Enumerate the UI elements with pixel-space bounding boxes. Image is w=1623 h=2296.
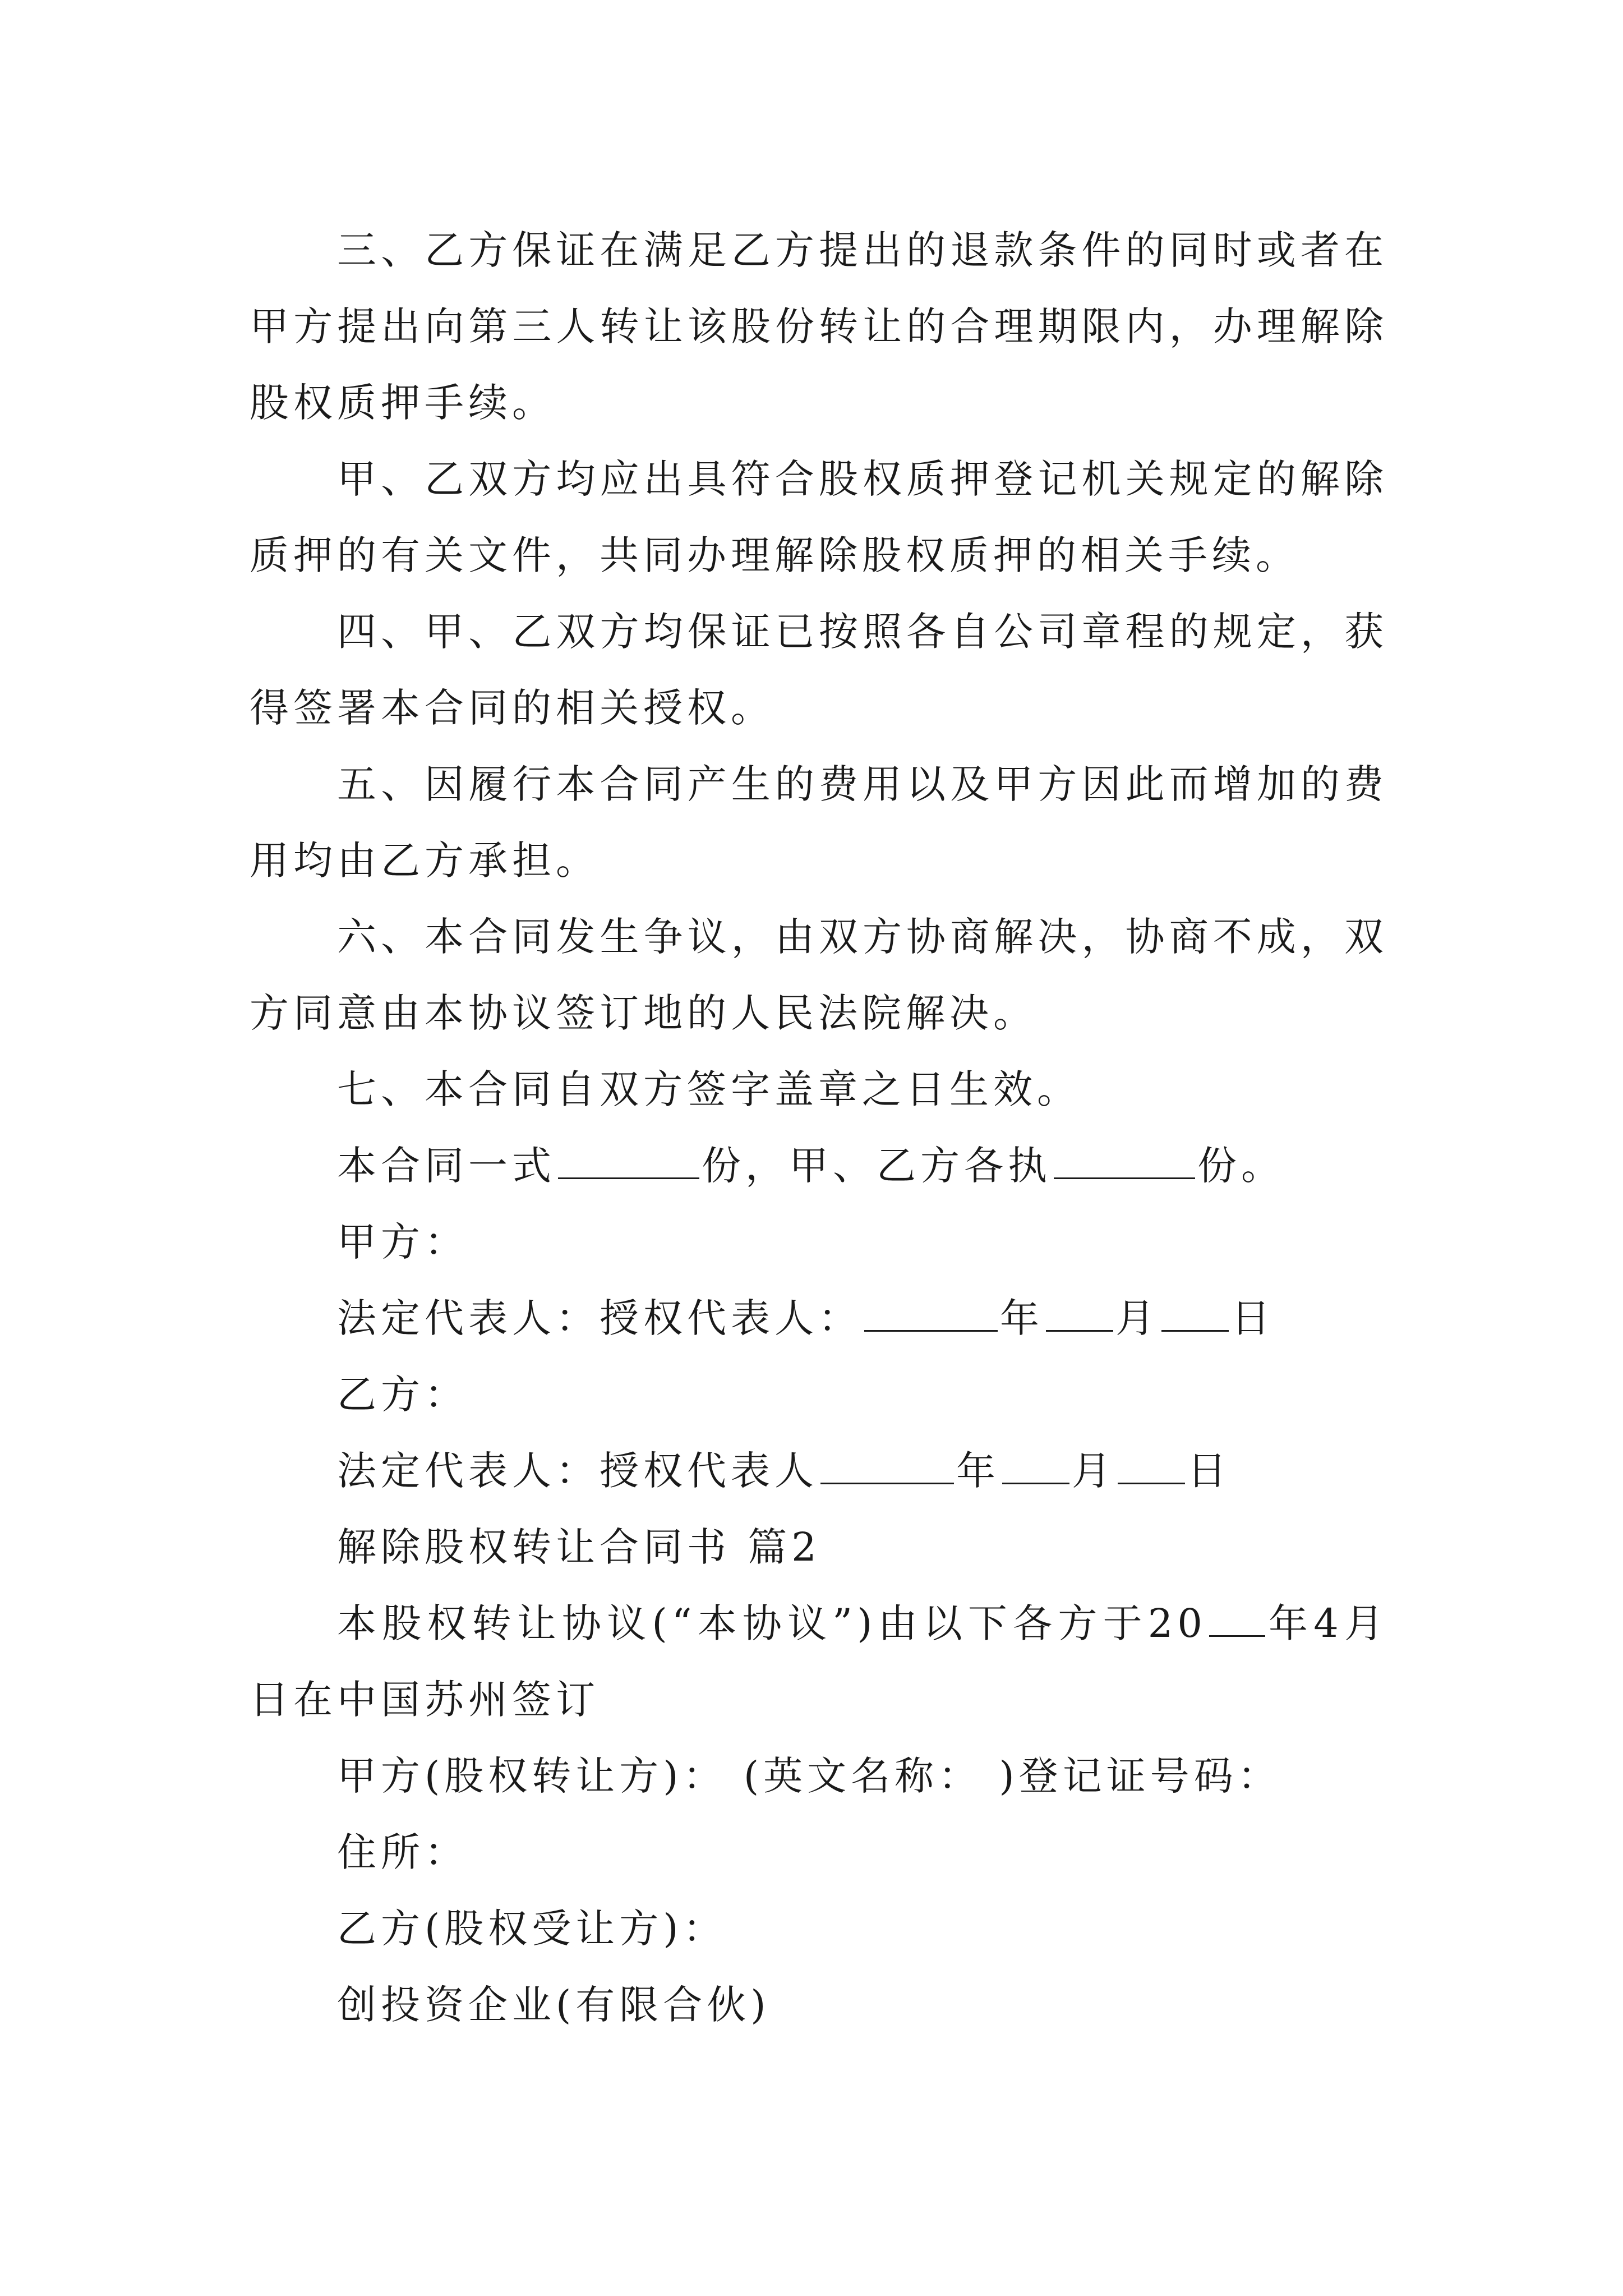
clause-3: 三、乙方保证在满足乙方提出的退款条件的同时或者在甲方提出向第三人转让该股份转让的合理期限内，办理解除股权质押手续。 xyxy=(250,227,1388,426)
agreement-intro xyxy=(250,1585,1388,1738)
party-a-label: 甲方： xyxy=(337,1219,468,1265)
party-a-year-blank xyxy=(864,1301,998,1332)
transferor-line: 甲方(股权转让方)： (英文名称： )登记证号码： xyxy=(337,1753,1281,1799)
address-line: 住所： xyxy=(337,1829,468,1875)
copies-text-1: 本合同一式 xyxy=(337,1143,556,1189)
party-a-signature-line xyxy=(250,1280,1388,1356)
agreement-intro-text-1: 本股权转让协议(“本协议”)由以下各方于20 xyxy=(337,1600,1207,1646)
party-a-month-blank xyxy=(1046,1301,1113,1332)
clause-5: 五、因履行本合同产生的费用以及甲方因此而增加的费用均由乙方承担。 xyxy=(250,761,1388,884)
document-body xyxy=(250,212,1388,2043)
party-b-year-label: 年 xyxy=(956,1448,1000,1494)
enterprise-line: 创投资企业(有限合伙) xyxy=(337,1982,771,2028)
party-b-signature-line xyxy=(250,1433,1388,1509)
agreement-year-blank xyxy=(1209,1606,1265,1637)
party-b-rep-label: 法定代表人：授权代表人 xyxy=(337,1448,818,1494)
party-b-label: 乙方： xyxy=(337,1372,468,1418)
copies-blank-total xyxy=(558,1148,699,1179)
party-b-month-blank xyxy=(1002,1453,1069,1484)
party-a-month-label: 月 xyxy=(1115,1295,1159,1341)
clause-6: 六、本合同发生争议，由双方协商解决，协商不成，双方同意由本协议签订地的人民法院解决。 xyxy=(250,914,1388,1036)
copies-text-3: 份。 xyxy=(1197,1143,1285,1189)
copies-blank-each xyxy=(1054,1148,1195,1179)
copies-line xyxy=(250,1128,1388,1204)
party-b-year-blank xyxy=(820,1453,954,1484)
party-a-day-label: 日 xyxy=(1231,1295,1275,1341)
section-title: 解除股权转让合同书 篇2 xyxy=(337,1524,821,1570)
copies-text-2: 份，甲、乙方各执 xyxy=(702,1143,1052,1189)
party-a-rep-label: 法定代表人：授权代表人： xyxy=(337,1295,862,1341)
party-b-month-label: 月 xyxy=(1072,1448,1115,1494)
clause-3-supplement: 甲、乙双方均应出具符合股权质押登记机关规定的解除质押的有关文件，共同办理解除股权质押的相关手续。 xyxy=(250,456,1388,578)
party-a-day-blank xyxy=(1161,1301,1229,1332)
clause-7: 七、本合同自双方签字盖章之日生效。 xyxy=(337,1066,1081,1112)
clause-4: 四、甲、乙双方均保证已按照各自公司章程的规定，获得签署本合同的相关授权。 xyxy=(250,609,1388,731)
party-a-year-label: 年 xyxy=(1000,1295,1044,1341)
party-b-day-blank xyxy=(1118,1453,1185,1484)
transferee-line: 乙方(股权受让方)： xyxy=(337,1906,727,1952)
party-b-day-label: 日 xyxy=(1187,1448,1231,1494)
agreement-intro-text-2: 年4月日在中国苏州签订 xyxy=(250,1600,1388,1723)
